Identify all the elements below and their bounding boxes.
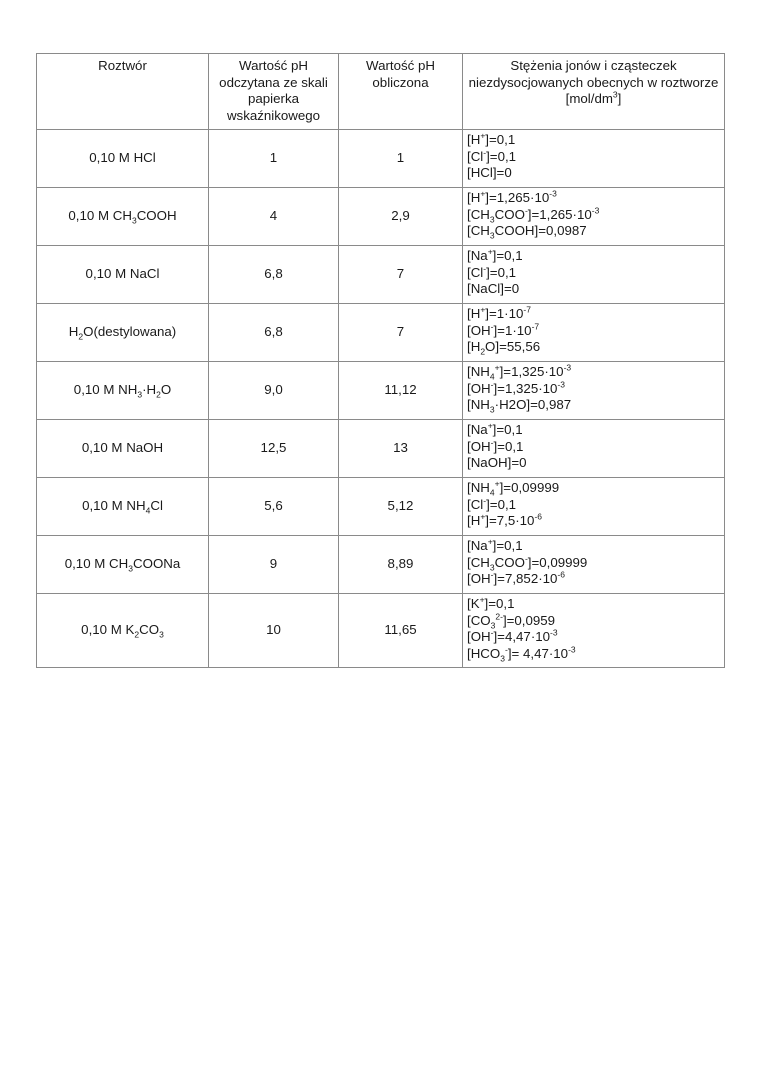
concentration-line: [HCl]=0 bbox=[467, 165, 512, 180]
table-row bbox=[37, 362, 725, 420]
ph-paper-cell: 10 bbox=[209, 594, 339, 668]
table-row bbox=[37, 536, 725, 594]
concentration-line: [Na+]=0,1 bbox=[467, 536, 523, 553]
solution-cell: 0,10 M $CH_3COOH$ bbox=[37, 188, 209, 246]
concentration-line: [NaCl]=0 bbox=[467, 281, 520, 296]
concentration-line: $[NH_4^+]=1,325\cdot 10^{-3}$ bbox=[467, 362, 572, 382]
concentration-line: $[NH_4^+]=0,09999$ bbox=[467, 478, 560, 498]
solution-cell: 0,10 M $K_2CO_3$ bbox=[37, 594, 209, 668]
table-row bbox=[37, 188, 725, 246]
concentration-line: $[OH^-]=4,47\cdot 10^{-3}$ bbox=[467, 627, 558, 644]
concentration-line: $[CH_3COOH]=0,0987$ bbox=[467, 223, 587, 241]
concentration-line: [H+]=0,1 bbox=[467, 130, 516, 147]
solution-cell: 0,10 M $NH_3\cdot H_2O$ bbox=[37, 362, 209, 420]
concentrations-cell bbox=[463, 420, 725, 478]
concentration-line: $[H_2O]=55,56$ bbox=[467, 339, 541, 357]
solution-cell: 0,10 M NaOH bbox=[37, 420, 209, 478]
concentration-line: $[OH^-]=1\cdot 10^{-7}$ bbox=[467, 321, 540, 338]
concentrations-cell bbox=[463, 362, 725, 420]
table-header-row bbox=[37, 54, 725, 130]
ph-paper-cell: 1 bbox=[209, 130, 339, 188]
concentrations-cell bbox=[463, 536, 725, 594]
concentration-line: $[CO_3^{2-}]=0,0959$ bbox=[467, 611, 556, 631]
concentration-line: [K+]=0,1 bbox=[467, 594, 515, 611]
concentration-line: $[H^+]=1,265\cdot 10^{-3}$ bbox=[467, 188, 557, 205]
ph-calculated-cell: 7 bbox=[339, 246, 463, 304]
ph-calculated-cell: 1 bbox=[339, 130, 463, 188]
table-row bbox=[37, 594, 725, 668]
ph-calculated-cell: 5,12 bbox=[339, 478, 463, 536]
table-row bbox=[37, 130, 725, 188]
ph-paper-cell: 12,5 bbox=[209, 420, 339, 478]
concentration-line: [Cl-]=0,1 bbox=[467, 495, 517, 512]
table-row bbox=[37, 478, 725, 536]
header-solution: Roztwór bbox=[37, 54, 209, 130]
concentration-line: $[CH_3COO^-]=0,09999$ bbox=[467, 553, 588, 573]
ph-calculated-cell: 11,12 bbox=[339, 362, 463, 420]
ph-calculated-cell: 7 bbox=[339, 304, 463, 362]
solution-cell: $H_2O(destylowana)$ bbox=[37, 304, 209, 362]
ph-calculated-cell: 8,89 bbox=[339, 536, 463, 594]
concentration-line: $[H^+]=1\cdot 10^{-7}$ bbox=[467, 304, 531, 321]
concentration-line: [Na+]=0,1 bbox=[467, 420, 523, 437]
concentration-line: $[CH_3COO^-]=1,265\cdot 10^{-3}$ bbox=[467, 205, 600, 225]
solution-cell: 0,10 M NaCl bbox=[37, 246, 209, 304]
ph-calculated-cell: 13 bbox=[339, 420, 463, 478]
solution-cell: 0,10 M HCl bbox=[37, 130, 209, 188]
table-row bbox=[37, 246, 725, 304]
header-concentrations: Stężenia jonów i cząsteczek niezdysocjowanych obecnych w roztworze $[mol/dm^3]$ bbox=[463, 54, 725, 130]
ph-calculated-cell: 11,65 bbox=[339, 594, 463, 668]
ph-paper-cell: 9,0 bbox=[209, 362, 339, 420]
concentration-line: $[HCO_3^-]= 4,47\cdot 10^{-3}$ bbox=[467, 644, 576, 664]
concentration-line: $[H^+]=7,5\cdot 10^{-6}$ bbox=[467, 511, 543, 528]
concentration-line: [OH-]=0,1 bbox=[467, 437, 524, 454]
ph-results-table bbox=[36, 53, 725, 668]
ph-paper-cell: 5,6 bbox=[209, 478, 339, 536]
concentration-line: [Cl-]=0,1 bbox=[467, 263, 517, 280]
solution-cell: 0,10 M $CH_3COONa$ bbox=[37, 536, 209, 594]
ph-paper-cell: 6,8 bbox=[209, 246, 339, 304]
concentration-line: [Na+]=0,1 bbox=[467, 246, 523, 263]
concentrations-cell bbox=[463, 188, 725, 246]
ph-paper-cell: 6,8 bbox=[209, 304, 339, 362]
concentration-line: [Cl-]=0,1 bbox=[467, 147, 517, 164]
solution-cell: 0,10 M $NH_4Cl$ bbox=[37, 478, 209, 536]
ph-paper-cell: 9 bbox=[209, 536, 339, 594]
concentrations-cell bbox=[463, 478, 725, 536]
table-body bbox=[37, 130, 725, 668]
header-ph-paper: Wartość pH odczytana ze skali papierka wskaźnikowego bbox=[209, 54, 339, 130]
concentration-line: [NaOH]=0 bbox=[467, 455, 527, 470]
ph-paper-cell: 4 bbox=[209, 188, 339, 246]
concentrations-cell bbox=[463, 304, 725, 362]
ph-calculated-cell: 2,9 bbox=[339, 188, 463, 246]
table-row bbox=[37, 304, 725, 362]
concentration-line: $[OH^-]=7,852\cdot 10^{-6}$ bbox=[467, 569, 565, 586]
header-ph-calculated: Wartość pH obliczona bbox=[339, 54, 463, 130]
table-row bbox=[37, 420, 725, 478]
concentration-line: $[NH_3\cdot H2O]=0,987$ bbox=[467, 397, 572, 415]
concentration-line: $[OH^-]=1,325\cdot 10^{-3}$ bbox=[467, 379, 565, 396]
concentrations-cell bbox=[463, 246, 725, 304]
concentrations-cell bbox=[463, 130, 725, 188]
concentrations-cell bbox=[463, 594, 725, 668]
